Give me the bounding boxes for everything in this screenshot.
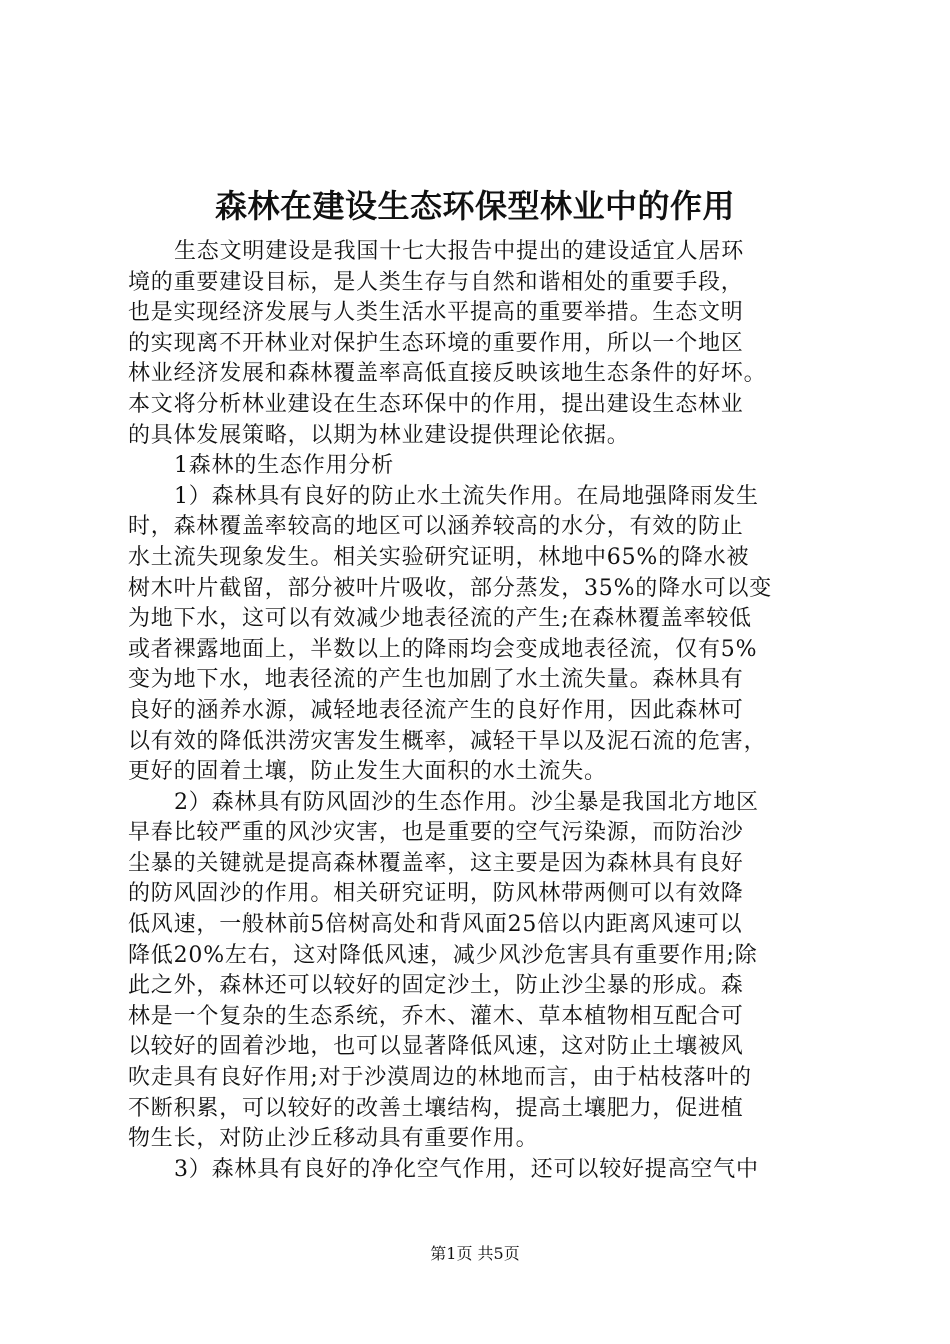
text-line: 的具体发展策略，以期为林业建设提供理论依据。 (128, 422, 630, 448)
text-line: 本文将分析林业建设在生态环保中的作用，提出建设生态林业 (128, 391, 744, 417)
text-line: 时，森林覆盖率较高的地区可以涵养较高的水分，有效的防止 (128, 514, 744, 540)
text-line: 树木叶片截留，部分被叶片吸收，部分蒸发，35%的降水可以变 (128, 575, 773, 601)
text-line: 1）森林具有良好的防止水土流失作用。在局地强降雨发生 (174, 483, 759, 509)
page-footer: 第1页 共5页 (430, 1244, 520, 1263)
text-line: 的实现离不开林业对保护生态环境的重要作用，所以一个地区 (128, 330, 744, 356)
text-line: 变为地下水，地表径流的产生也加剧了水土流失量。森林具有 (128, 667, 744, 693)
text-line: 以有效的降低洪涝灾害发生概率，减轻干旱以及泥石流的危害， (128, 728, 767, 754)
text-line: 低风速，一般林前5倍树高处和背风面25倍以内距离风速可以 (128, 912, 743, 938)
text-line: 境的重要建设目标，是人类生存与自然和谐相处的重要手段， (128, 269, 744, 295)
text-line: 以较好的固着沙地，也可以显著降低风速，这对防止土壤被风 (128, 1034, 744, 1060)
text-line: 1森林的生态作用分析 (174, 453, 394, 479)
text-line: 更好的固着土壤，防止发生大面积的水土流失。 (128, 759, 607, 785)
text-line: 此之外，森林还可以较好的固定沙土，防止沙尘暴的形成。森 (128, 973, 744, 999)
text-line: 不断积累，可以较好的改善土壤结构，提高土壤肥力，促进植 (128, 1095, 744, 1121)
text-line: 2）森林具有防风固沙的生态作用。沙尘暴是我国北方地区 (174, 789, 759, 815)
text-line: 为地下水，这可以有效减少地表径流的产生;在森林覆盖率较低 (128, 606, 752, 632)
text-line: 也是实现经济发展与人类生活水平提高的重要举措。生态文明 (128, 300, 744, 326)
text-line: 或者裸露地面上，半数以上的降雨均会变成地表径流，仅有5% (128, 636, 758, 662)
text-line: 林是一个复杂的生态系统，乔木、灌木、草本植物相互配合可 (128, 1003, 744, 1029)
text-line: 的防风固沙的作用。相关研究证明，防风林带两侧可以有效降 (128, 881, 744, 907)
document-body (128, 237, 848, 1185)
text-line: 生态文明建设是我国十七大报告中提出的建设适宜人居环 (174, 239, 745, 264)
text-line: 降低20%左右，这对降低风速，减少风沙危害具有重要作用;除 (128, 942, 758, 968)
text-line: 早春比较严重的风沙灾害，也是重要的空气污染源，而防治沙 (128, 820, 744, 846)
text-line: 尘暴的关键就是提高森林覆盖率，这主要是因为森林具有良好 (128, 850, 744, 876)
text-line: 林业经济发展和森林覆盖率高低直接反映该地生态条件的好坏。 (128, 361, 767, 387)
text-line: 物生长，对防止沙丘移动具有重要作用。 (128, 1126, 539, 1152)
text-line: 良好的涵养水源，减轻地表径流产生的良好作用，因此森林可 (128, 697, 744, 723)
text-line: 3）森林具有良好的净化空气作用，还可以较好提高空气中 (174, 1156, 759, 1182)
document-title: 森林在建设生态环保型林业中的作用 (214, 187, 735, 225)
text-line: 水土流失现象发生。相关实验研究证明，林地中65%的降水被 (128, 544, 750, 570)
text-line: 吹走具有良好作用;对于沙漠周边的林地而言，由于枯枝落叶的 (128, 1065, 752, 1091)
